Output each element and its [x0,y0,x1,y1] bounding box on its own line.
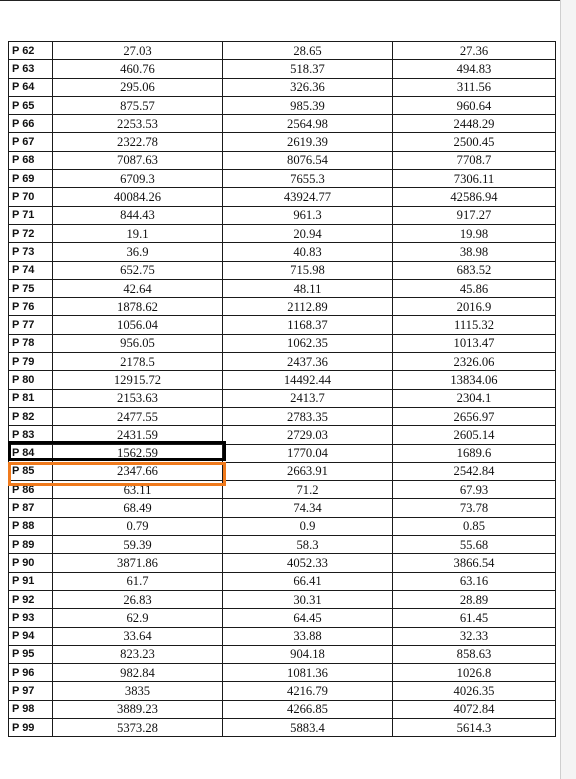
row-label: P 78 [9,334,53,352]
value-col-3: 38.98 [393,243,556,261]
row-label: P 77 [9,316,53,334]
value-col-2: 2413.7 [223,389,393,407]
table-row [9,554,556,572]
row-label: P 99 [9,718,53,736]
row-label: P 64 [9,78,53,96]
row-label: P 94 [9,627,53,645]
table-row [9,133,556,151]
value-col-3: 63.16 [393,572,556,590]
value-col-2: 8076.54 [223,151,393,169]
value-col-1: 68.49 [53,499,223,517]
value-col-2: 2564.98 [223,115,393,133]
value-col-3: 7708.7 [393,151,556,169]
value-col-2: 5883.4 [223,718,393,736]
value-col-2: 1168.37 [223,316,393,334]
value-col-3: 4026.35 [393,682,556,700]
value-col-2: 48.11 [223,279,393,297]
table-row [9,645,556,663]
row-label: P 85 [9,462,53,480]
table-body [9,42,556,737]
value-col-2: 2619.39 [223,133,393,151]
row-label: P 66 [9,115,53,133]
table-row [9,279,556,297]
table-row [9,371,556,389]
value-col-2: 985.39 [223,96,393,114]
value-col-3: 5614.3 [393,718,556,736]
row-label: P 90 [9,554,53,572]
row-label: P 76 [9,298,53,316]
value-col-2: 326.36 [223,78,393,96]
value-col-3: 28.89 [393,590,556,608]
value-col-3: 311.56 [393,78,556,96]
value-col-2: 58.3 [223,536,393,554]
value-col-1: 875.57 [53,96,223,114]
value-col-1: 823.23 [53,645,223,663]
row-label: P 81 [9,389,53,407]
value-col-1: 12915.72 [53,371,223,389]
table-row [9,444,556,462]
value-col-1: 460.76 [53,60,223,78]
row-label: P 87 [9,499,53,517]
row-label: P 92 [9,590,53,608]
value-col-3: 42586.94 [393,188,556,206]
row-label: P 63 [9,60,53,78]
value-col-3: 1689.6 [393,444,556,462]
value-col-1: 1056.04 [53,316,223,334]
value-col-3: 2448.29 [393,115,556,133]
value-col-1: 26.83 [53,590,223,608]
value-col-1: 0.79 [53,517,223,535]
table-row [9,664,556,682]
document-page [8,41,556,737]
row-label: P 97 [9,682,53,700]
value-col-3: 0.85 [393,517,556,535]
value-col-3: 7306.11 [393,170,556,188]
value-col-1: 40084.26 [53,188,223,206]
value-col-2: 71.2 [223,481,393,499]
value-col-1: 3889.23 [53,700,223,718]
row-label: P 62 [9,42,53,60]
row-label: P 98 [9,700,53,718]
value-col-2: 40.83 [223,243,393,261]
row-label: P 93 [9,609,53,627]
value-col-2: 33.88 [223,627,393,645]
row-label: P 69 [9,170,53,188]
value-col-3: 2542.84 [393,462,556,480]
value-col-1: 1562.59 [53,444,223,462]
value-col-1: 7087.63 [53,151,223,169]
value-col-2: 74.34 [223,499,393,517]
value-col-2: 4266.85 [223,700,393,718]
value-col-3: 917.27 [393,206,556,224]
row-label: P 91 [9,572,53,590]
table-row [9,298,556,316]
value-col-2: 518.37 [223,60,393,78]
value-col-2: 43924.77 [223,188,393,206]
table-row [9,206,556,224]
value-col-1: 59.39 [53,536,223,554]
table-row [9,572,556,590]
value-col-1: 652.75 [53,261,223,279]
table-row [9,60,556,78]
table-row [9,334,556,352]
row-label: P 67 [9,133,53,151]
table-row [9,700,556,718]
value-col-1: 2253.53 [53,115,223,133]
value-col-3: 2500.45 [393,133,556,151]
value-col-1: 6709.3 [53,170,223,188]
value-col-1: 27.03 [53,42,223,60]
table-row [9,407,556,425]
row-label: P 74 [9,261,53,279]
table-row [9,462,556,480]
value-col-3: 67.93 [393,481,556,499]
value-col-3: 2016.9 [393,298,556,316]
row-label: P 88 [9,517,53,535]
table-row [9,481,556,499]
value-col-1: 2153.63 [53,389,223,407]
value-col-2: 0.9 [223,517,393,535]
table-row [9,243,556,261]
value-col-2: 64.45 [223,609,393,627]
value-col-1: 42.64 [53,279,223,297]
value-col-3: 45.86 [393,279,556,297]
value-col-3: 960.64 [393,96,556,114]
value-col-2: 715.98 [223,261,393,279]
value-col-3: 494.83 [393,60,556,78]
row-label: P 96 [9,664,53,682]
value-col-3: 32.33 [393,627,556,645]
value-col-3: 2656.97 [393,407,556,425]
value-col-2: 4052.33 [223,554,393,572]
value-col-1: 844.43 [53,206,223,224]
value-col-3: 4072.84 [393,700,556,718]
value-col-2: 20.94 [223,224,393,242]
value-col-3: 13834.06 [393,371,556,389]
table-row [9,78,556,96]
value-col-3: 2304.1 [393,389,556,407]
row-label: P 80 [9,371,53,389]
value-col-3: 3866.54 [393,554,556,572]
value-col-1: 61.7 [53,572,223,590]
value-col-1: 19.1 [53,224,223,242]
value-col-1: 2431.59 [53,426,223,444]
table-row [9,718,556,736]
value-col-2: 2112.89 [223,298,393,316]
row-label: P 68 [9,151,53,169]
value-col-2: 30.31 [223,590,393,608]
value-col-1: 3871.86 [53,554,223,572]
value-col-3: 1026.8 [393,664,556,682]
table-row [9,389,556,407]
row-label: P 73 [9,243,53,261]
value-col-1: 3835 [53,682,223,700]
value-col-3: 683.52 [393,261,556,279]
table-row [9,261,556,279]
row-label: P 84 [9,444,53,462]
table-row [9,224,556,242]
row-label: P 71 [9,206,53,224]
value-col-3: 858.63 [393,645,556,663]
row-label: P 75 [9,279,53,297]
table-row [9,353,556,371]
table-row [9,188,556,206]
value-col-2: 1062.35 [223,334,393,352]
value-col-1: 36.9 [53,243,223,261]
value-col-2: 2663.91 [223,462,393,480]
table-row [9,426,556,444]
value-col-1: 5373.28 [53,718,223,736]
value-col-2: 66.41 [223,572,393,590]
row-label: P 89 [9,536,53,554]
value-col-3: 2326.06 [393,353,556,371]
table-row [9,96,556,114]
values-table [8,41,556,737]
value-col-3: 73.78 [393,499,556,517]
table-row [9,682,556,700]
row-label: P 65 [9,96,53,114]
value-col-2: 2729.03 [223,426,393,444]
value-col-2: 14492.44 [223,371,393,389]
value-col-2: 904.18 [223,645,393,663]
value-col-2: 1770.04 [223,444,393,462]
value-col-3: 19.98 [393,224,556,242]
value-col-2: 961.3 [223,206,393,224]
row-label: P 83 [9,426,53,444]
table-row [9,536,556,554]
value-col-1: 63.11 [53,481,223,499]
row-label: P 79 [9,353,53,371]
value-col-3: 2605.14 [393,426,556,444]
value-col-3: 1013.47 [393,334,556,352]
value-col-1: 1878.62 [53,298,223,316]
value-col-3: 27.36 [393,42,556,60]
value-col-1: 295.06 [53,78,223,96]
scrollbar-track[interactable] [560,0,576,779]
value-col-1: 62.9 [53,609,223,627]
table-row [9,590,556,608]
value-col-2: 28.65 [223,42,393,60]
value-col-1: 2322.78 [53,133,223,151]
table-row [9,499,556,517]
value-col-2: 4216.79 [223,682,393,700]
table-row [9,151,556,169]
value-col-1: 982.84 [53,664,223,682]
table-row [9,609,556,627]
value-col-1: 33.64 [53,627,223,645]
row-label: P 86 [9,481,53,499]
value-col-1: 2477.55 [53,407,223,425]
table-row [9,316,556,334]
row-label: P 82 [9,407,53,425]
value-col-3: 1115.32 [393,316,556,334]
value-col-2: 7655.3 [223,170,393,188]
value-col-3: 61.45 [393,609,556,627]
table-row [9,115,556,133]
page-top-border [0,0,560,1]
value-col-2: 2783.35 [223,407,393,425]
value-col-1: 956.05 [53,334,223,352]
table-row [9,170,556,188]
value-col-1: 2178.5 [53,353,223,371]
table-row [9,42,556,60]
value-col-2: 1081.36 [223,664,393,682]
row-label: P 95 [9,645,53,663]
row-label: P 72 [9,224,53,242]
table-row [9,627,556,645]
value-col-2: 2437.36 [223,353,393,371]
row-label: P 70 [9,188,53,206]
value-col-3: 55.68 [393,536,556,554]
table-row [9,517,556,535]
value-col-1: 2347.66 [53,462,223,480]
